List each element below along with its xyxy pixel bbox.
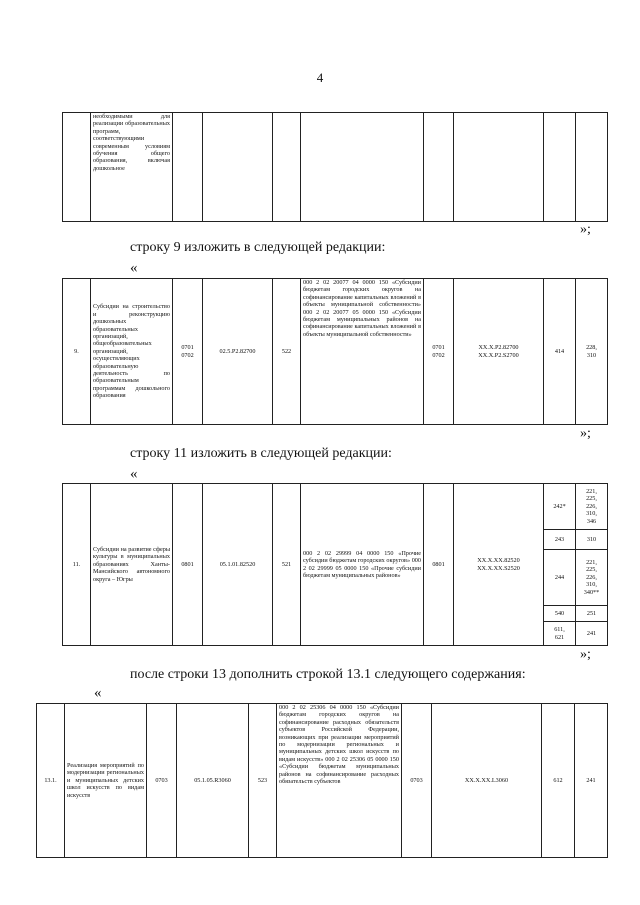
row11-kbk: 000 2 02 29999 04 0000 150 «Прочие субсидии бюджетам городских округов» 000 2 02 29999 05 0000 150 «Прочие субсидии бюджетам муниципальных районов» (301, 484, 424, 646)
cell-name: необходимыми для реализации образовательных программ, соответствующими современным условиям обучения общего образования, включая дошкольное (91, 113, 173, 222)
table-row13-1 (36, 703, 608, 858)
row9-name: Субсидии на строительство и реконструкцию дошкольных образовательных организаций, общеобразовательных организаций, осуществляющих образовательную деятельность по образовательным программам дошкольного образования (91, 279, 173, 425)
row11-sub-vr: 243 (544, 530, 576, 550)
row9-rz: 0701 0702 (173, 279, 203, 425)
row13-1-kosgu: 241 (575, 704, 608, 858)
row9-kosgu: 228, 310 (576, 279, 608, 425)
row13-1-name: Реализация мероприятий по модернизации региональных и муниципальных детских школ искусств по видам искусств (65, 704, 147, 858)
row13-1-rz: 0703 (147, 704, 177, 858)
table-row11 (62, 483, 608, 646)
row13-1-kbk: 000 2 02 25306 04 0000 150 «Субсидии бюджетам городских округов на софинансирование расходных обязательств субъектов Российской Федерации, возникающих при реализации мероприятий по модернизации региональных и муниципальных детских школ искусств по видам искусств» 000 2 02 25306 05 0000 150 «Субсидии бюджетам муниципальных районов на софинансирование расходных обязательств субъектов (277, 704, 402, 858)
row11-sub-vr: 540 (544, 606, 576, 622)
row11-sub-vr: 611, 621 (544, 622, 576, 646)
row11-sub-kosgu: 310 (576, 530, 608, 550)
row13-1-vr2: 612 (542, 704, 575, 858)
page-number: 4 (316, 70, 324, 85)
end-mark: »; (580, 647, 591, 662)
row13-1-rz2: 0703 (402, 704, 432, 858)
row11-sub-kosgu: 221, 225, 226, 310, 340** (576, 550, 608, 606)
row13-1-num: 13.1. (37, 704, 65, 858)
row11-rz2: 0801 (424, 484, 454, 646)
heading-row11: строку 11 изложить в следующей редакции: (130, 446, 392, 461)
row11-sub-kosgu: 221, 225, 226, 310, 346 (576, 484, 608, 530)
row9-rz2: 0701 0702 (424, 279, 454, 425)
row9-kbk: 000 2 02 20077 04 0000 150 «Субсидии бюджетам городских округов на софинансирование капитальных вложений в объекты муниципальной собственности» 000 2 02 20077 05 0000 150 «Субсидии бюджетам муниципальных районов на софинансирование капитальных вложений в объекты муниципальной собственности» (301, 279, 424, 425)
table-top (62, 112, 608, 222)
row9-vr: 522 (273, 279, 301, 425)
row11-sub-kosgu: 241 (576, 622, 608, 646)
row9-vr2: 414 (544, 279, 576, 425)
row11-sub-kosgu: 251 (576, 606, 608, 622)
row11-csr2: XX.X.XX.82520 XX.X.XX.S2520 (454, 484, 544, 646)
row11-num: 11. (63, 484, 91, 646)
end-mark: »; (580, 222, 591, 237)
cell-num (63, 113, 91, 222)
heading-row9: строку 9 изложить в следующей редакции: (130, 240, 386, 255)
row9-csr2: XX.X.P2.82700 XX.X.P2.S2700 (454, 279, 544, 425)
row11-vr: 521 (273, 484, 301, 646)
row11-sub-vr: 242* (544, 484, 576, 530)
table-row9 (62, 278, 608, 425)
row13-1-vr: 523 (249, 704, 277, 858)
row13-1-csr2: XX.X.XX.L3060 (432, 704, 542, 858)
row13-1-csr: 05.1.05.R3060 (177, 704, 249, 858)
open-quote: « (94, 685, 102, 701)
row11-rz: 0801 (173, 484, 203, 646)
row9-csr: 02.5.P2.82700 (203, 279, 273, 425)
row11-csr: 05.1.01.82520 (203, 484, 273, 646)
end-mark: »; (580, 426, 591, 441)
row11-name: Субсидии на развитие сферы культуры в муниципальных образованиях Ханты-Мансийского автономного округа – Югры (91, 484, 173, 646)
row9-num: 9. (63, 279, 91, 425)
open-quote: « (130, 260, 138, 276)
row11-sub-vr: 244 (544, 550, 576, 606)
open-quote: « (130, 466, 138, 482)
heading-row13: после строки 13 дополнить строкой 13.1 следующего содержания: (130, 667, 526, 682)
